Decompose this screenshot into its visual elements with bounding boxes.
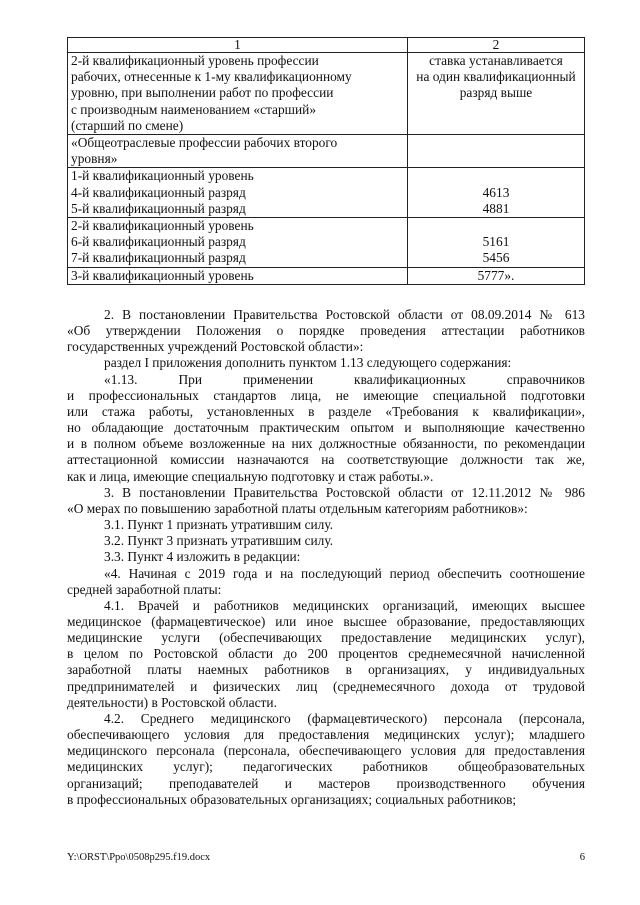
cell-line: 2-й квалификационный уровень профессии <box>71 53 319 68</box>
cell-line: 3-й квалификационный уровень <box>71 267 254 283</box>
table-row <box>68 218 585 268</box>
paragraph <box>67 372 585 485</box>
paragraph <box>67 517 585 533</box>
cell-line: 5777». <box>477 267 515 283</box>
text-line: как и лица, имеющие специальную подготовку и стаж работы.». <box>67 468 434 484</box>
text-line: заработной платы наемных работников в организациях, у индивидуальных <box>67 662 585 678</box>
cell-line: уровня» <box>71 151 118 167</box>
cell-line: с производным наименованием «старший» <box>71 101 317 117</box>
cell-line: 6-й квалификационный разряд <box>71 234 246 250</box>
cell-line: ставка устанавливается <box>429 53 563 68</box>
text-line: «Об утверждении Положения о порядке проведения аттестации работников <box>67 323 585 339</box>
file-path: Y:\ORST\Ppo\0508p295.f19.docx <box>67 852 211 863</box>
cell-line: (старший по смене) <box>71 117 184 133</box>
paragraph <box>67 549 585 565</box>
wage-table <box>67 37 585 285</box>
text-line: 3.3. Пункт 4 изложить в редакции: <box>104 549 301 565</box>
text-line: «4. Начиная с 2019 года и на последующий период обеспечить соотношение <box>104 565 585 581</box>
cell-line: 4-й квалификационный разряд <box>71 184 246 200</box>
table-cell-rate <box>408 218 585 268</box>
text-line: и профессиональных стандартов лица, не имеющие специальной подготовки <box>67 387 585 403</box>
table-cell-level <box>68 53 408 135</box>
cell-line: разряд выше <box>459 85 533 101</box>
text-line: медицинских услуг); педагогических работников общеобразовательных <box>67 759 585 775</box>
paragraph <box>67 533 585 549</box>
cell-line: «Общеотраслевые профессии рабочих второго <box>71 135 338 151</box>
paragraph <box>67 485 585 517</box>
cell-line: 1-й квалификационный уровень <box>71 168 254 184</box>
cell-line: 5-й квалификационный разряд <box>71 200 246 216</box>
page-number: 6 <box>579 852 585 863</box>
table-cell-rate <box>408 168 585 218</box>
text-line: раздел I приложения дополнить пунктом 1.13 следующего содержания: <box>104 355 512 371</box>
text-line: обеспечивающего условия для предоставления медицинских услуг); младшего <box>67 727 585 743</box>
table-header-cell: 1 <box>68 38 408 53</box>
paragraph <box>67 566 585 598</box>
table-cell-level <box>68 218 408 268</box>
cell-line: 5456 <box>482 250 510 266</box>
cell-line: на один квалификационный <box>416 69 576 85</box>
text-line: 4.1. Врачей и работников медицинских организаций, имеющих высшее <box>104 597 585 613</box>
document-body <box>67 307 585 808</box>
text-line: 3. В постановлении Правительства Ростовской области от 12.11.2012 № 986 <box>104 484 585 500</box>
text-line: 4.2. Среднего медицинского (фармацевтического) персонала (персонала, <box>104 710 585 726</box>
text-line: деятельности) в Ростовской области. <box>67 694 277 710</box>
text-line: 3.1. Пункт 1 признать утратившим силу. <box>104 517 334 533</box>
table-header-row <box>68 38 585 53</box>
table-row <box>68 267 585 284</box>
cell-line <box>411 168 581 184</box>
paragraph <box>67 598 585 711</box>
text-line: «О мерах по повышению заработной платы отдельным категориям работников»: <box>67 500 528 516</box>
cell-line: 5161 <box>482 234 510 250</box>
table-cell-level <box>68 135 408 168</box>
cell-line: 2-й квалификационный уровень <box>71 218 254 234</box>
text-line: в профессиональных образовательных организациях; социальных работников; <box>67 791 517 807</box>
table-cell-level <box>68 168 408 218</box>
text-line: средней заработной платы: <box>67 581 222 597</box>
text-line: медицинское (фармацевтическое) или иное высшее образование, предоставляющих <box>67 613 585 629</box>
table-row <box>68 135 585 168</box>
text-line: 2. В постановлении Правительства Ростовской области от 08.09.2014 № 613 <box>104 307 585 322</box>
cell-line: 4881 <box>482 200 510 216</box>
cell-line: 4613 <box>482 184 510 200</box>
paragraph <box>67 711 585 808</box>
paragraph <box>67 307 585 355</box>
table-cell-rate <box>408 53 585 135</box>
text-line: государственных учреждений Ростовской области»: <box>67 339 364 355</box>
text-line: «1.13. При применении квалификационных справочников <box>104 371 585 387</box>
cell-line <box>411 218 581 234</box>
text-line: в целом по Ростовской области до 200 процентов среднемесячной начисленной <box>67 646 585 662</box>
text-line: предпринимателей и физических лиц (среднемесячного дохода от трудовой <box>67 678 585 694</box>
text-line: но обладающие достаточным практическим опытом и выполняющие качественно <box>67 420 585 436</box>
text-line: медицинского персонала (персонала, обеспечивающего условия для предоставления <box>67 743 585 759</box>
text-line: организаций; преподавателей и мастеров производственного обучения <box>67 775 585 791</box>
text-line: или стажа работы, установленных в разделе «Требования к квалификации», <box>67 403 585 419</box>
table-row <box>68 53 585 135</box>
text-line: и в полном объеме возложенные на них должностные обязанности, по рекомендации <box>67 436 585 452</box>
table-row <box>68 168 585 218</box>
text-line: медицинские услуги (обеспечивающих предоставление медицинских услуг), <box>67 630 585 646</box>
text-line: 3.2. Пункт 3 признать утратившим силу. <box>104 533 334 549</box>
text-line: аттестационной комиссии назначаются на соответствующие должности так же, <box>67 452 585 468</box>
table-header-cell: 2 <box>408 38 585 53</box>
table-cell-level <box>68 267 408 284</box>
cell-line: 7-й квалификационный разряд <box>71 250 246 266</box>
cell-line: уровню, при выполнении работ по профессии <box>71 85 334 101</box>
table-cell-rate <box>408 267 585 284</box>
paragraph <box>67 355 585 371</box>
table-cell-rate <box>408 135 585 168</box>
cell-line: рабочих, отнесенные к 1-му квалификационному <box>71 69 352 85</box>
